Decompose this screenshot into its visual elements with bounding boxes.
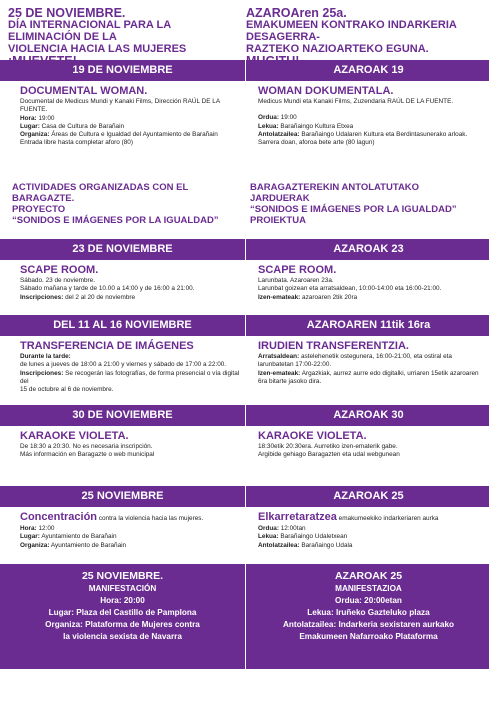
date-band: 25 NOVIEMBRE [0,486,245,507]
date-band: AZAROAK 30 [246,405,489,426]
event-tarde: Durante la tarde: [20,353,71,360]
manifestation-box [246,564,489,669]
event-lugar: Lugar: Ayuntamiento de Barañain [20,533,117,541]
date-band: AZAROAK 23 [246,239,489,260]
basque-column [246,0,483,669]
date-band: AZAROAREN 11tik 16ra [246,315,489,336]
manifestation-antolatzailea: Emakumeen Nafarroako Plataforma [299,632,438,641]
event-desc: FUENTE. [20,106,48,114]
manifestation-box [0,564,245,669]
event-organiza: Antolatzailea: Barañaingo Udalaren Kultura eta Berdintasunerako arloak. [258,130,468,138]
section-heading [246,176,483,239]
heading-slogan: MUGITU! [246,54,300,68]
event-desc: Larunbat goizean eta arratsaldean, 10:00-14:00 eta 16:00-21:00. [258,285,442,293]
section-line: BARAGAZTE. [12,193,75,204]
heading-date: AZAROAren 25a. [246,6,347,20]
event-scape-room [8,260,245,315]
heading-line: DÍA INTERNACIONAL PARA LA ELIMINACIÓN DE LA [8,19,171,43]
event-desc: Documental de Medicus Mundi y Kanaki Films, Dirección RAÚL DE LA [20,98,221,105]
event-note: Entrada libre hasta completar aforo (80) [20,139,133,147]
section-line: “SONIDOS E IMÁGENES POR LA IGUALDAD” [12,215,219,226]
event-desc: Más información en Baragazte o web municipal [20,451,155,459]
manifestation-organiza: la violencia sexista de Navarra [63,632,182,641]
event-lugar: Lugar: Casa de Cultura de Barañain [20,122,125,130]
section-heading [8,176,245,239]
section-line: JARDUERAK [250,193,310,204]
event-desc: de lunes a jueves de 18:00 a 21:00 y viernes y sábado de 17:00 a 22:00. [20,361,227,369]
main-heading [246,0,483,68]
event-desc: larunbatetan 17:00-22:00. [258,361,332,369]
event-hora: Hora: 19:00 [20,114,55,122]
event-lekua: Lekua: Barañaingo Udaletxean [258,533,348,541]
event-desc: 6ra bitarte jasoko dira. [258,377,322,385]
date-band: AZAROAK 19 [246,60,489,81]
event-karaoke [8,426,245,486]
event-hora: Hora: 12:00 [20,525,55,532]
event-note: Sarrera doan, aforoa bete arte (80 lagun) [258,139,375,147]
event-title: Concentración contra la violencia hacia las mujeres. [20,511,204,523]
event-inscripciones: Inscripciones: Se recogerán las fotografías, de forma presencial o vía digital del [20,369,240,385]
manifestation-lugar: Lugar: Plaza del Castillo de Pamplona [48,608,197,617]
event-desc: 15 de octubre al 6 de noviembre. [20,386,114,394]
heading-line: EMAKUMEEN KONTRAKO INDARKERIA DESAGERRA- [246,19,457,43]
event-hora: Ordua: 19:00 [258,114,297,122]
manifestation-title: AZAROAK 25 [334,570,403,582]
event-desc: 18:30etik 20:30era. Aurretiko izen-ematerik gabe. [258,443,398,450]
event-izen-emateak: Izen-emateak: azaroaren 2tik 20ra [258,293,358,301]
section-line: ACTIVIDADES ORGANIZADAS CON EL [12,182,189,193]
manifestation-organiza: Organiza: Plataforma de Mujeres contra [45,620,200,629]
event-title: TRANSFERENCIA DE IMÁGENES [20,340,194,352]
manifestation-title: 25 NOVIEMBRE. [81,570,164,582]
manifestation-hora: Hora: 20:00 [100,596,145,605]
event-title: DOCUMENTAL WOMAN. [20,85,148,97]
manifestation-ordua: Ordua: 20:00etan [335,596,402,605]
event-documental [246,81,483,176]
event-desc: Argibide gehiago Baragazten eta udal webgunean [258,451,400,459]
date-band: 30 DE NOVIEMBRE [0,405,245,426]
heading-line: RAZTEKO NAZIOARTEKO EGUNA. [246,43,429,55]
heading-line: VIOLENCIA HACIA LAS MUJERES [8,43,187,55]
event-title: Elkarretaratzea emakumeekiko indarkeriaren aurka [258,511,439,523]
event-scape-room [246,260,483,315]
date-band: 23 DE NOVIEMBRE [0,239,245,260]
event-elkarretaratzea [246,507,483,564]
event-organiza: Organiza: Ayuntamiento de Barañain [20,541,127,549]
manifestation-antolatzailea: Antolatzailea: Indarkeria sexistaren aurkako [282,620,455,629]
section-line: PROYECTO [12,204,66,215]
event-inscripciones: Inscripciones: del 2 al 20 de noviembre [20,293,136,301]
manifestation-lekua: Lekua: Iruñeko Gazteluko plaza [307,608,430,617]
event-arratsaldean: Arratsaldean: astelehenetik ostegunera, 16:00-21:00, eta ostiral eta [258,353,452,360]
event-desc: Medicus Mundi eta Kanaki Films, Zuzendaria RAÚL DE LA FUENTE. [258,98,454,105]
event-karaoke [246,426,483,486]
event-transferencia [8,336,245,405]
event-desc: Larunbata. Azaroaren 23a. [258,277,334,284]
manifestation-subtitle: MANIFESTAZIOA [335,584,402,593]
event-transferentzia [246,336,483,405]
main-heading [8,0,245,68]
date-band: AZAROAK 25 [246,486,489,507]
event-title: KARAOKE VIOLETA. [20,430,129,442]
event-lugar: Lekua: Barañaingo Kultura Etxea [258,122,354,130]
event-desc: De 18:30 a 20:30. No es necesaria inscripción. [20,443,153,450]
event-title: WOMAN DOKUMENTALA. [258,85,394,97]
event-concentracion [8,507,245,564]
manifestation-subtitle: MANIFESTACIÓN [88,584,157,593]
event-title: KARAOKE VIOLETA. [258,430,367,442]
section-line: BARAGAZTEREKIN ANTOLATUTAKO [250,182,420,193]
date-band: 19 DE NOVIEMBRE [0,60,245,81]
section-line: “SONIDOS E IMÁGENES POR LA IGUALDAD” [250,204,457,215]
event-ordua: Ordua: 12:00tan [258,525,306,532]
event-antolatzailea: Antolatzailea: Barañaingo Udala [258,541,353,549]
event-desc: Sábado. 23 de noviembre. [20,277,95,284]
event-desc: Sábado mañana y tarde de 10.00 a 14:00 y de 16:00 a 21:00. [20,285,195,293]
event-title: SCAPE ROOM. [20,264,99,276]
event-title: SCAPE ROOM. [258,264,337,276]
event-organiza: Organiza: Áreas de Cultura e Igualdad del Ayuntamiento de Barañain [20,131,218,139]
event-title: IRUDIEN TRANSFERENTZIA. [258,340,409,352]
heading-date: 25 DE NOVIEMBRE. [8,6,126,20]
date-band: DEL 11 AL 16 NOVIEMBRE [0,315,245,336]
event-documental [8,81,245,176]
event-izen-emateak: Izen-emateak: Argazkiak, aurrez aurre edo digitalki, urriaren 15etik azaroaren [258,369,479,377]
spanish-column [8,0,245,669]
section-line: PROIEKTUA [250,215,306,226]
heading-slogan: ¡MUEVETE! [8,54,77,68]
